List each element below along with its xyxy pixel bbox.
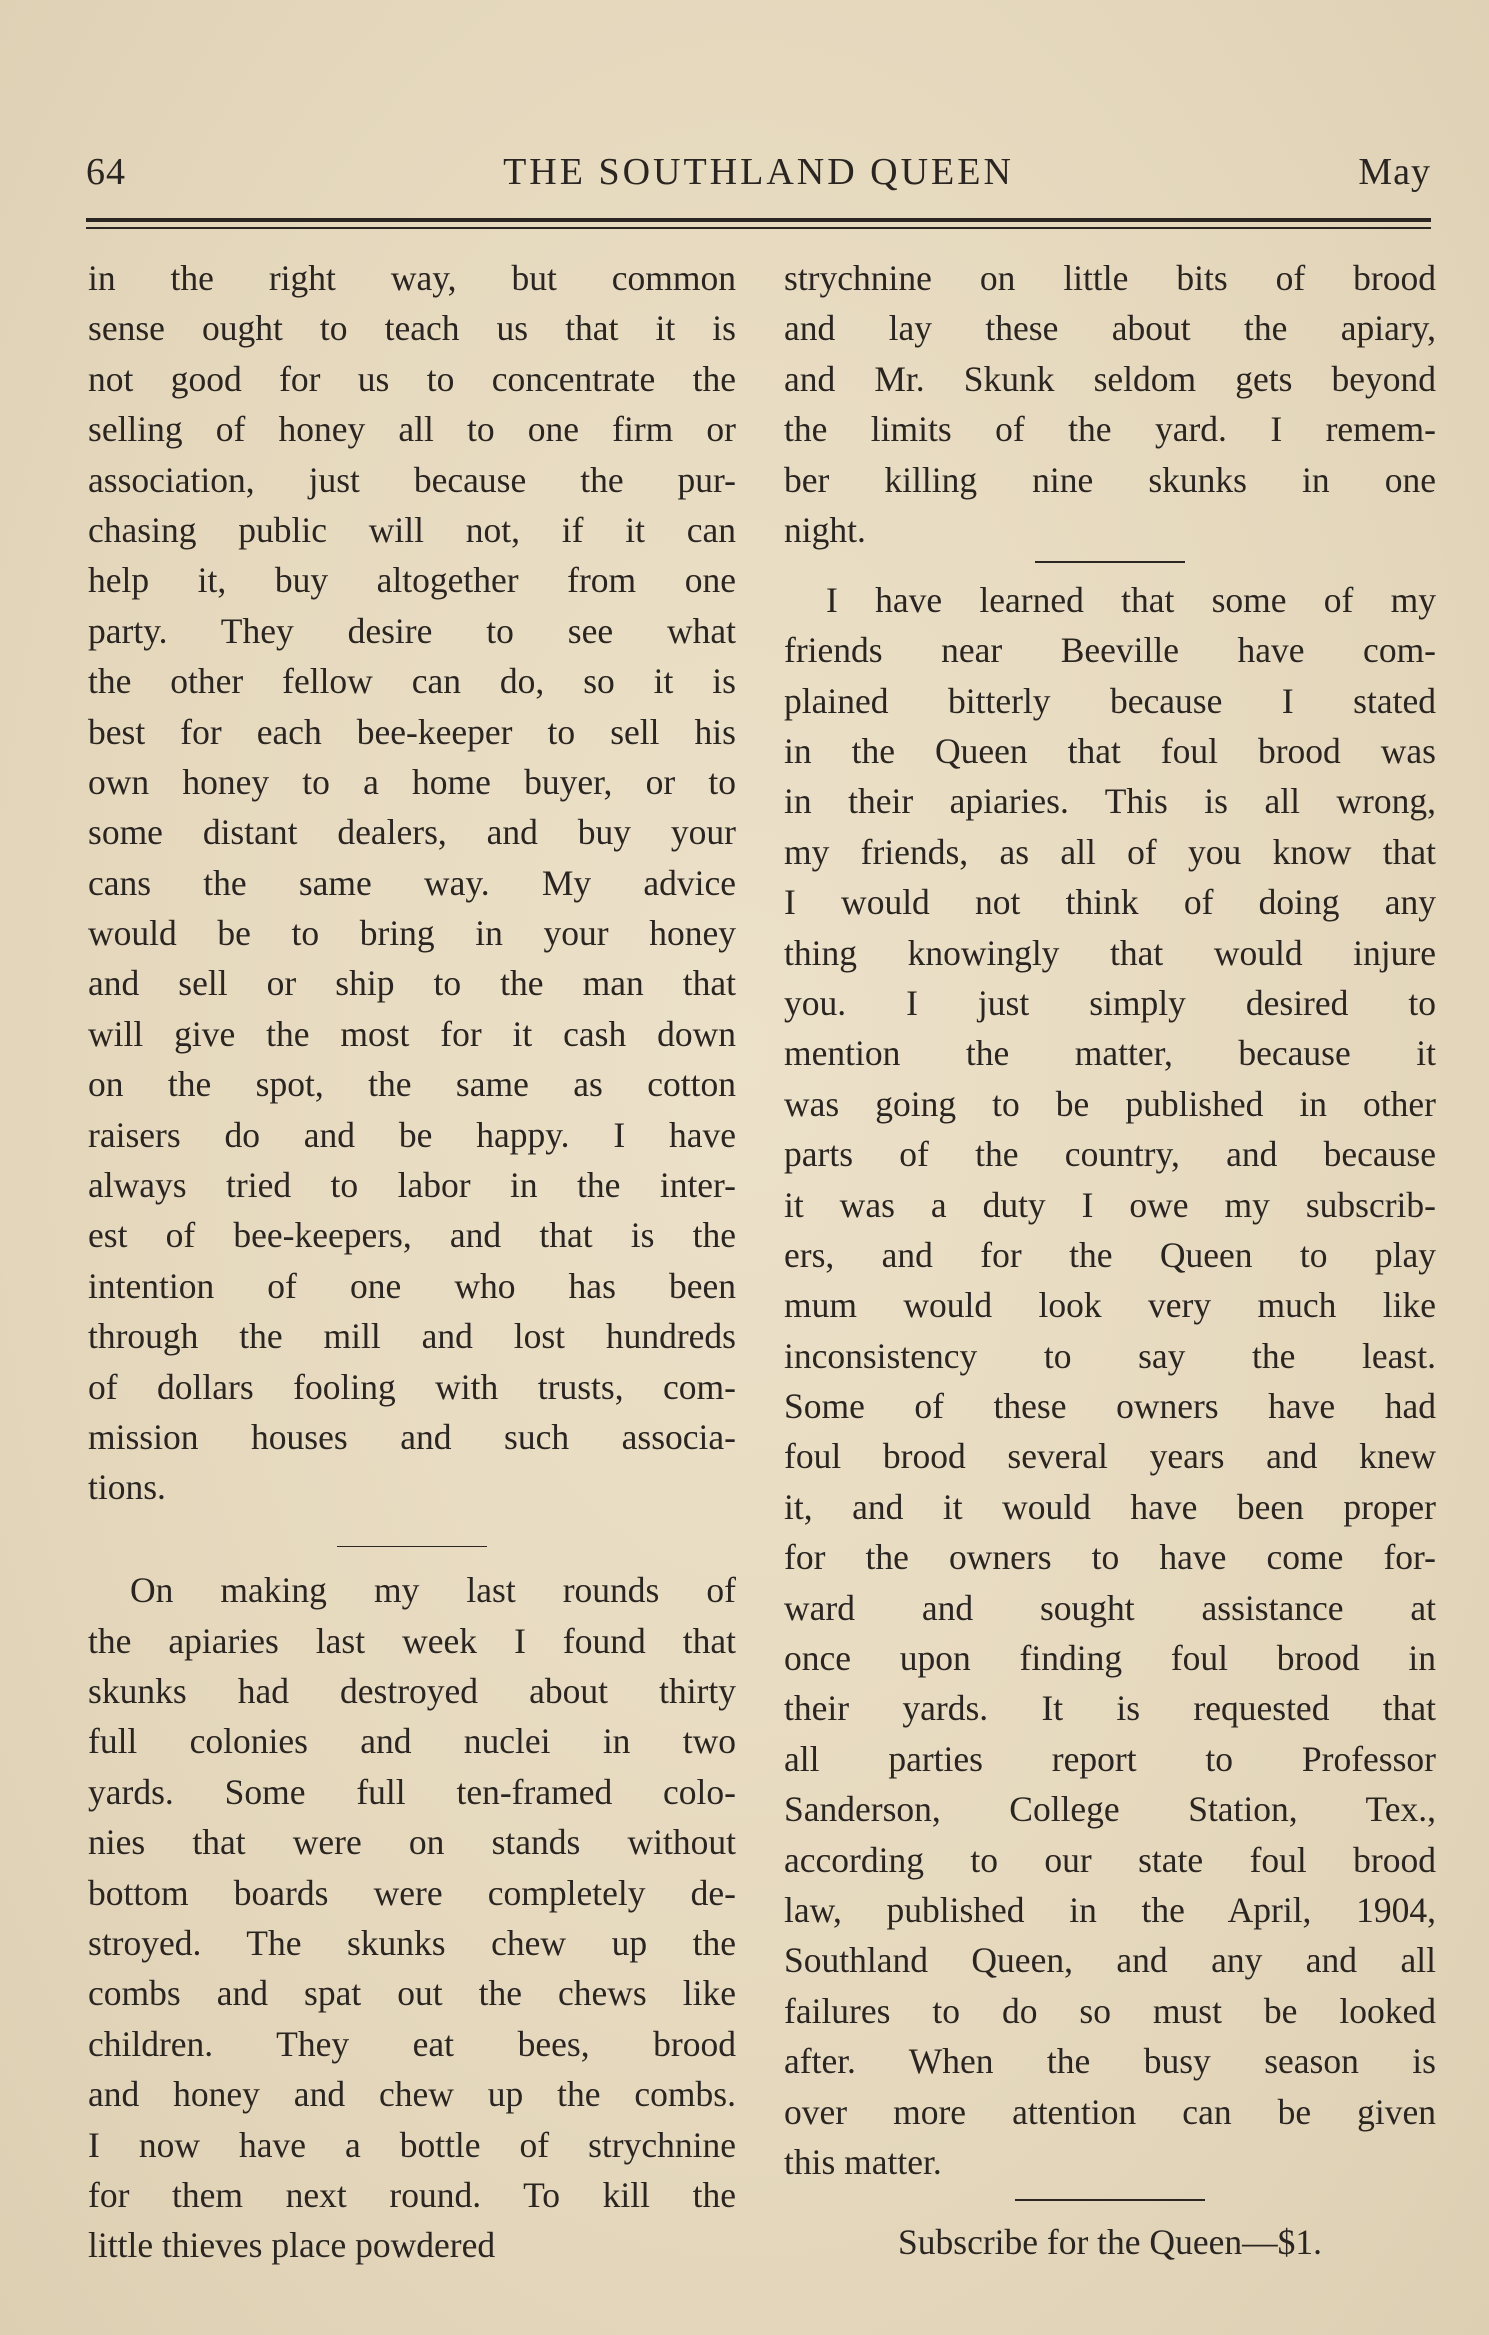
text-line: law, published in the April, 1904, [784,1890,1436,1930]
text-line: according to our state foul brood [784,1839,1436,1880]
text-line: skunks had destroyed about thirty [88,1671,736,1712]
text-line: mission houses and such associa- [88,1416,736,1457]
text-line: failures to do so must be looked [784,1990,1436,2031]
text-line: it was a duty I owe my subscrib- [784,1184,1436,1225]
text-line: my friends, as all of you know that [784,831,1436,872]
text-line: ers, and for the Queen to play [784,1234,1436,1275]
text-line: through the mill and lost hundreds [88,1316,736,1357]
text-line: their yards. It is requested that [784,1688,1436,1729]
text-line: in the Queen that foul brood was [784,731,1436,772]
text-line: always tried to labor in the inter- [88,1165,736,1206]
text-line: own honey to a home buyer, or to [88,761,736,802]
paragraph-strychnine [784,253,1436,555]
text-line: bottom boards were completely de- [88,1872,736,1913]
text-line: was going to be published in other [784,1083,1436,1124]
text-line: over more attention can be given [784,2091,1436,2132]
text-line: chasing public will not, if it can [88,509,736,550]
text-line: plained bitterly because I stated [784,680,1436,721]
text-line: ward and sought assistance at [784,1587,1436,1628]
text-line: nies that were on stands without [88,1822,736,1863]
text-line: raisers do and be happy. I have [88,1114,736,1155]
text-line: intention of one who has been [88,1265,736,1306]
text-line: once upon finding foul brood in [784,1638,1436,1679]
text-line: mum would look very much like [784,1285,1436,1326]
page-header [86,150,1431,200]
text-line: sense ought to teach us that it is [88,308,736,349]
text-line: Some of these owners have had [784,1386,1436,1427]
text-line: ber killing nine skunks in one [784,459,1436,500]
text-line: and lay these about the apiary, [784,308,1436,349]
left-column [88,253,736,2271]
text-line: association, just because the pur- [88,459,736,500]
text-line: in their apiaries. This is all wrong, [784,781,1436,822]
header-rule-thin [86,227,1431,229]
text-line: children. They eat bees, brood [88,2023,736,2064]
text-line: the other fellow can do, so it is [88,661,736,702]
text-line: I now have a bottle of strychnine [88,2124,736,2165]
text-line: strychnine on little bits of brood [784,258,1436,298]
text-line: mention the matter, because it [784,1033,1436,1074]
text-line: some distant dealers, and buy your [88,812,736,853]
text-line: for them next round. To kill the [88,2174,736,2215]
text-line: thing knowingly that would injure [784,932,1436,973]
text-line: on the spot, the same as cotton [88,1064,736,1105]
text-line: Southland Queen, and any and all [784,1940,1436,1981]
text-line: will give the most for it cash down [88,1013,736,1054]
text-line: best for each bee-keeper to sell his [88,711,736,752]
text-line: est of bee-keepers, and that is the [88,1215,736,1256]
text-line: all parties report to Professor [784,1738,1436,1779]
text-line: foul brood several years and knew [784,1436,1436,1477]
paragraph-skunks [88,1565,736,2270]
text-line: friends near Beeville have com- [784,630,1436,671]
text-line: you. I just simply desired to [784,982,1436,1023]
text-line: I would not think of doing any [784,882,1436,923]
text-line: the apiaries last week I found that [88,1620,736,1661]
text-line: help it, buy altogether from one [88,560,736,601]
text-line: in the right way, but common [88,258,736,298]
text-line: and Mr. Skunk seldom gets beyond [784,358,1436,399]
text-line: for the owners to have come for- [784,1537,1436,1578]
right-column [784,253,1436,2267]
text-line: stroyed. The skunks chew up the [88,1923,736,1963]
text-line: Sanderson, College Station, Tex., [784,1789,1436,1830]
text-line: parts of the country, and because [784,1134,1436,1175]
text-line: yards. Some full ten-framed colo- [88,1771,736,1812]
text-line: full colonies and nuclei in two [88,1721,736,1762]
publication-title: THE SOUTHLAND QUEEN [503,151,1014,193]
issue-month: May [1358,151,1431,193]
text-line: of dollars fooling with trusts, com- [88,1366,736,1407]
header-rule-thick [86,218,1431,222]
text-line: cans the same way. My advice [88,862,736,903]
subscribe-notice: Subscribe for the Queen—$1. [898,2221,1322,2262]
text-line: and honey and chew up the combs. [88,2074,736,2115]
text-line: not good for us to concentrate the [88,358,736,399]
text-line: and sell or ship to the man that [88,963,736,1004]
text-line: after. When the busy season is [784,2041,1436,2082]
text-line: tions. [88,1467,166,1508]
text-line: night. [784,509,866,550]
text-line: selling of honey all to one firm or [88,409,736,450]
text-line: this matter. [784,2141,942,2182]
paragraph-foul-brood [784,575,1436,2188]
text-line: On making my last rounds of [130,1570,736,1611]
text-line: the limits of the yard. I remem- [784,409,1436,450]
text-line: it, and it would have been proper [784,1486,1436,1527]
text-line: little thieves place powdered [88,2225,496,2266]
page-number: 64 [86,151,126,193]
paragraph-trusts [88,253,736,1513]
text-line: combs and spat out the chews like [88,1973,736,2014]
text-line: I have learned that some of my [826,579,1436,620]
text-line: inconsistency to say the least. [784,1335,1436,1376]
text-line: would be to bring in your honey [88,913,736,954]
text-line: party. They desire to see what [88,610,736,651]
